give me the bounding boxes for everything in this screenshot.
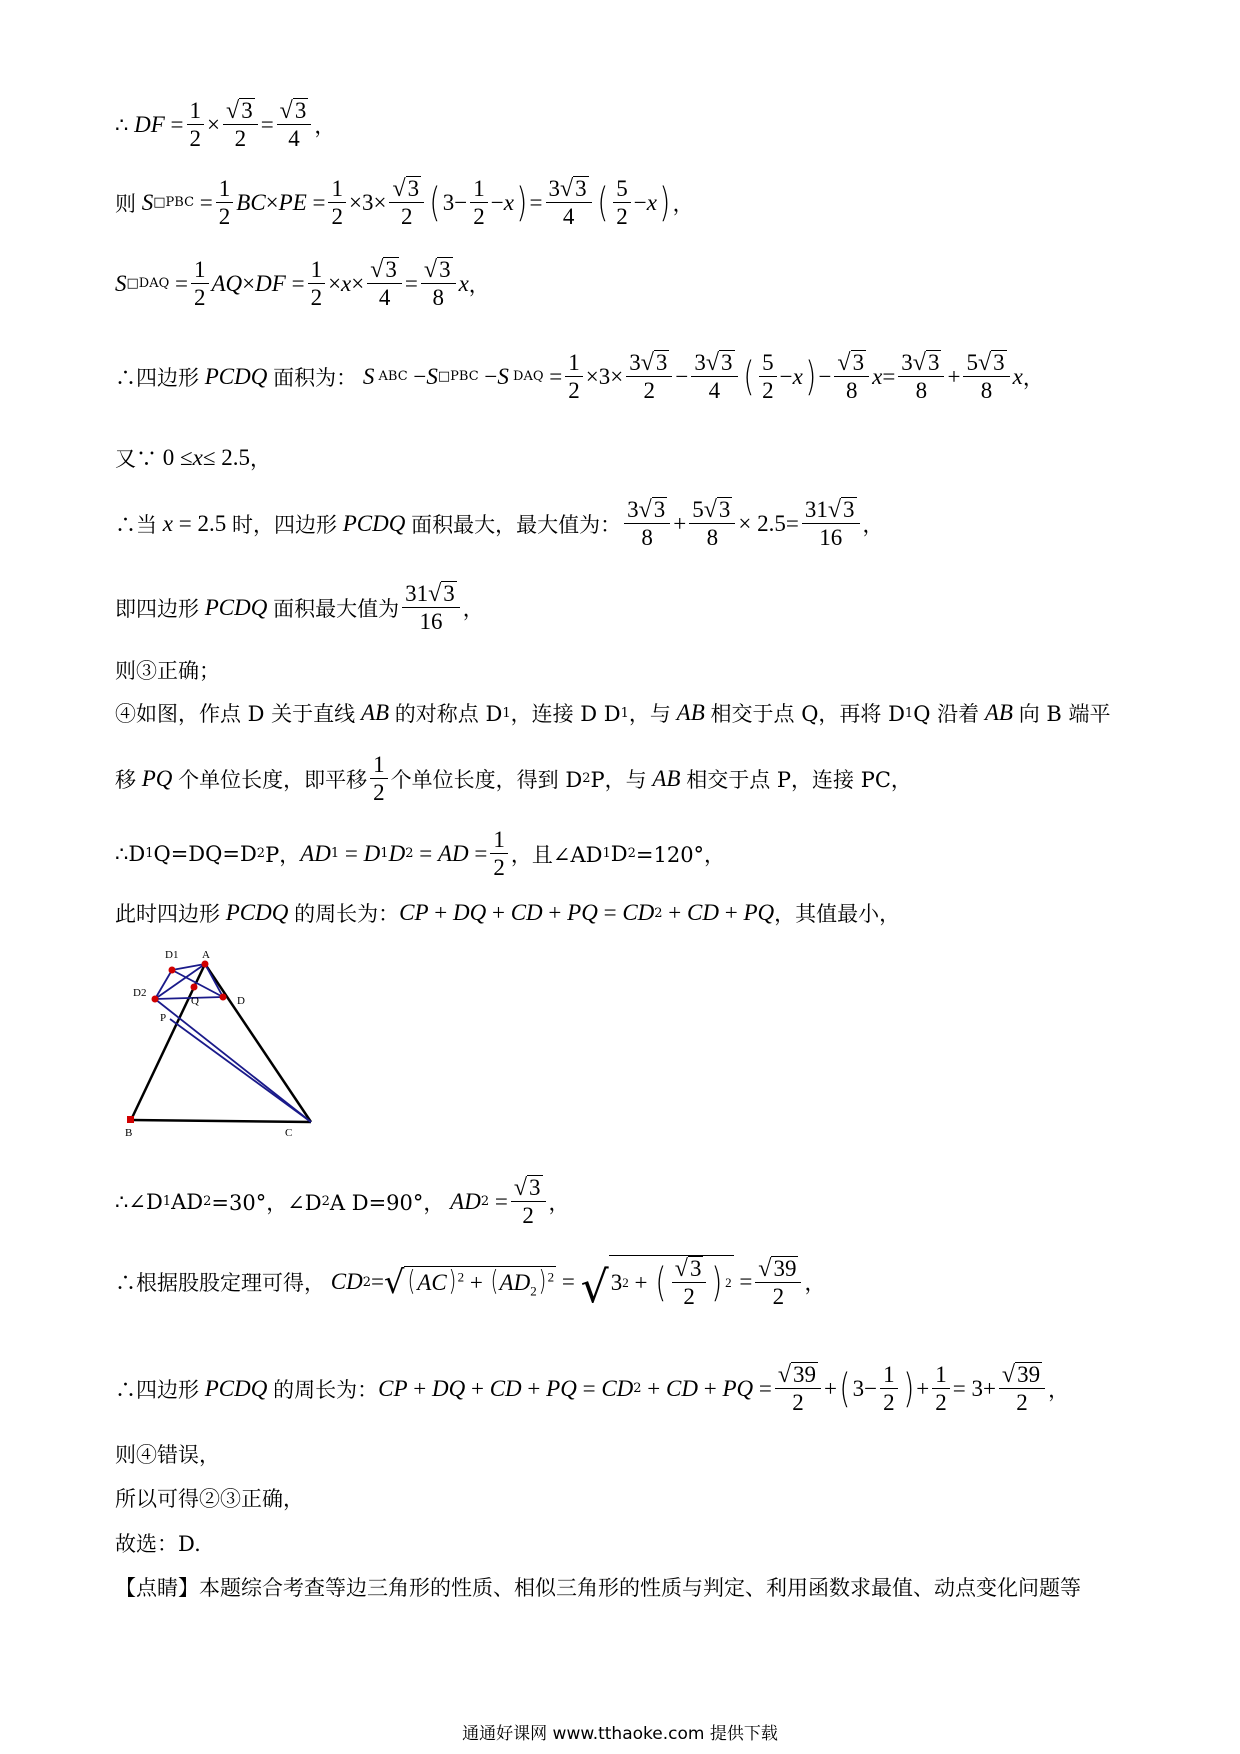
- label-d: D: [237, 995, 245, 1007]
- label-d2: D2: [133, 987, 147, 999]
- label-q: Q: [191, 995, 199, 1007]
- line-conclusion: 所以可得②③正确，: [115, 1487, 304, 1511]
- line-construction-2: 移 PQ 个单位长度，即平移 $\frac{1}{2}$ 个单位长度，得到 D 2 P，与 AB 相交于点 P，连接 PC，: [115, 752, 912, 806]
- line-answer: 故选：D.: [115, 1532, 201, 1556]
- line-s-daq: S □DAQ = $\frac{1}{2}$ AQ × DF = $\frac{1}{2}$ × x × √ 3 4 = √ 3 8 x ，: [115, 257, 490, 311]
- footer-source: 通通好课网 www.tthaoke.com 提供下载: [462, 1724, 778, 1744]
- line-perimeter-min: 此时四边形 PCDQ 的周长为： CP + DQ + CD + PQ = CD 2 + CD + PQ ，其值最小，: [115, 900, 901, 926]
- label-b: B: [125, 1127, 133, 1139]
- line-3-correct: 则③正确；: [115, 659, 220, 683]
- line-4-wrong: 则④错误，: [115, 1443, 220, 1467]
- line-max-area: 即四边形 PCDQ 面积最大值为 31 √ 3 16 ，: [115, 581, 484, 635]
- geometry-figure: [125, 944, 355, 1144]
- line-df: ∴ DF = $\frac{1}{2}$ × √ 3 2 = √ 3 4 ，: [115, 98, 336, 152]
- point-d1: [169, 967, 176, 974]
- point-d: [220, 994, 227, 1001]
- label-d1: D1: [165, 949, 179, 961]
- point-a: [202, 961, 209, 968]
- line-s-pbc: 则 S □PBC = $\frac{1}{2}$ BC × PE = $\frac{1}{2}$ ×3× √ 3 2 ( 3− $\frac{1}{2}$ − x ) = 3 √ 3 4 ( $\frac{5}{2}$ − x ) ，: [115, 176, 694, 230]
- line-comment: 【点睛】本题综合考查等边三角形的性质、相似三角形的性质与判定、利用函数求最值、动点变化问题等: [115, 1576, 1081, 1600]
- line-max-value: ∴当 x = 2.5 时，四边形 PCDQ 面积最大，最大值为： 3 √ 3 8 + 5 √ 3 8 × 2.5= 31 √ 3 16 ，: [115, 497, 884, 551]
- label-p: P: [160, 1012, 167, 1024]
- point-b: [127, 1116, 134, 1123]
- line-pythagoras: ∴根据股股定理可得， CD 2 = √ (AC) $^2 + (AD_2)$ $^2$ = √ 3 2 + ( √ 3 2 ) 2 = √ 39 2 ，: [115, 1255, 826, 1313]
- label-c: C: [285, 1127, 293, 1139]
- line-angles: ∴∠D 1 AD 2 =30°，∠D 2 A D=90°， AD 2 = √ 3 2 ，: [115, 1175, 570, 1229]
- line-construction-1: ④如图，作点 D 关于直线 AB 的对称点 D 1 ，连接 D D 1 ，与 AB 相交于点 Q，再将 D 1 Q 沿着 AB 向 B 端平: [115, 700, 1111, 726]
- label-a: A: [202, 949, 210, 961]
- line-range: 又∵ 0 ≤ x ≤ 2.5 ，: [115, 445, 271, 471]
- point-q: [191, 984, 198, 991]
- line-equal-lengths: ∴D 1 Q=DQ=D 2 P， AD 1 = D 1 D 2 = AD = $\frac{1}{2}$ ，且∠AD 1 D 2 =120°，: [115, 827, 726, 881]
- point-d2: [152, 996, 159, 1003]
- line-perimeter-value: ∴四边形 PCDQ 的周长为： CP + DQ + CD + PQ = CD 2 + CD + PQ = √ 39 2 + ( 3− $\frac{1}{2}$ ) + $\frac{1}{2}$ = 3+ √ 39 2 ，: [115, 1362, 1070, 1416]
- line-area-expression: ∴四边形 PCDQ 面积为： S ABC − S □PBC − S DAQ = $\frac{1}{2}$ ×3× 3 √ 3 2 − 3 √ 3 4 ( $\frac{5}{2}$ − x ) − √ 3 8 x = 3 √ 3 8 + 5 √ 3 8 x ，: [115, 350, 1044, 404]
